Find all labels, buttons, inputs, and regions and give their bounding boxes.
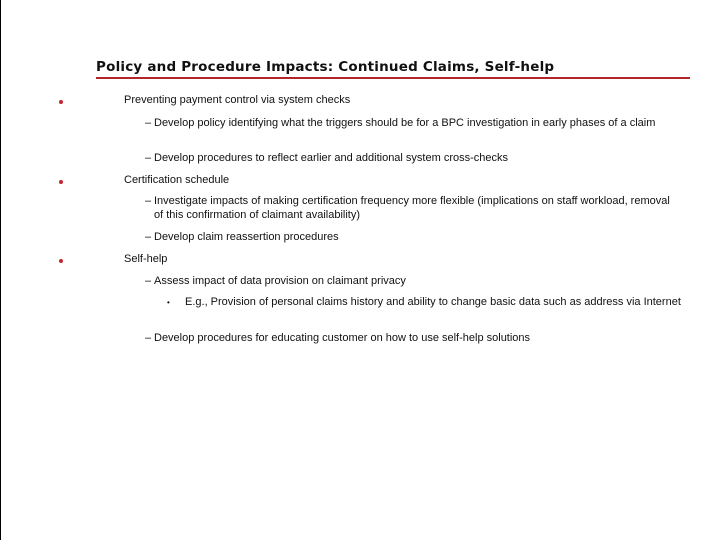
dash-icon: – bbox=[145, 275, 152, 287]
dash-icon: – bbox=[145, 195, 152, 207]
sub-bullet-text: Develop procedures for educating customer on how to use self-help solutions bbox=[154, 332, 531, 344]
sub-sub-bullet-icon: • bbox=[167, 298, 170, 307]
bullet-icon bbox=[59, 100, 63, 104]
dash-icon: – bbox=[145, 152, 152, 164]
sub-bullet-text: Assess impact of data provision on claimant privacy bbox=[154, 275, 406, 287]
dash-icon: – bbox=[145, 231, 152, 243]
sub-bullet-text: Develop policy identifying what the triggers should be for a BPC investigation in early phases of a claim bbox=[154, 117, 656, 129]
bullet-text: Certification schedule bbox=[124, 174, 230, 186]
sub-bullet-text: Develop procedures to reflect earlier and additional system cross-checks bbox=[154, 152, 508, 164]
slide-title: Policy and Procedure Impacts: Continued Claims, Self-help bbox=[96, 59, 555, 75]
bullet-text: Self-help bbox=[124, 253, 168, 265]
sub-bullet-text: Investigate impacts of making certification frequency more flexible (implications on staff workload, removal of this confirmation of claimant availability) bbox=[154, 195, 670, 221]
slide-border bbox=[0, 0, 1, 540]
title-underline bbox=[96, 77, 690, 79]
bullet-icon bbox=[59, 180, 63, 184]
sub-bullet-text: Develop claim reassertion procedures bbox=[154, 231, 339, 243]
dash-icon: – bbox=[145, 332, 152, 344]
bullet-icon bbox=[59, 259, 63, 263]
dash-icon: – bbox=[145, 117, 152, 129]
bullet-text: Preventing payment control via system checks bbox=[124, 94, 351, 106]
sub-sub-bullet-text: E.g., Provision of personal claims history and ability to change basic data such as address via Internet bbox=[185, 296, 681, 308]
